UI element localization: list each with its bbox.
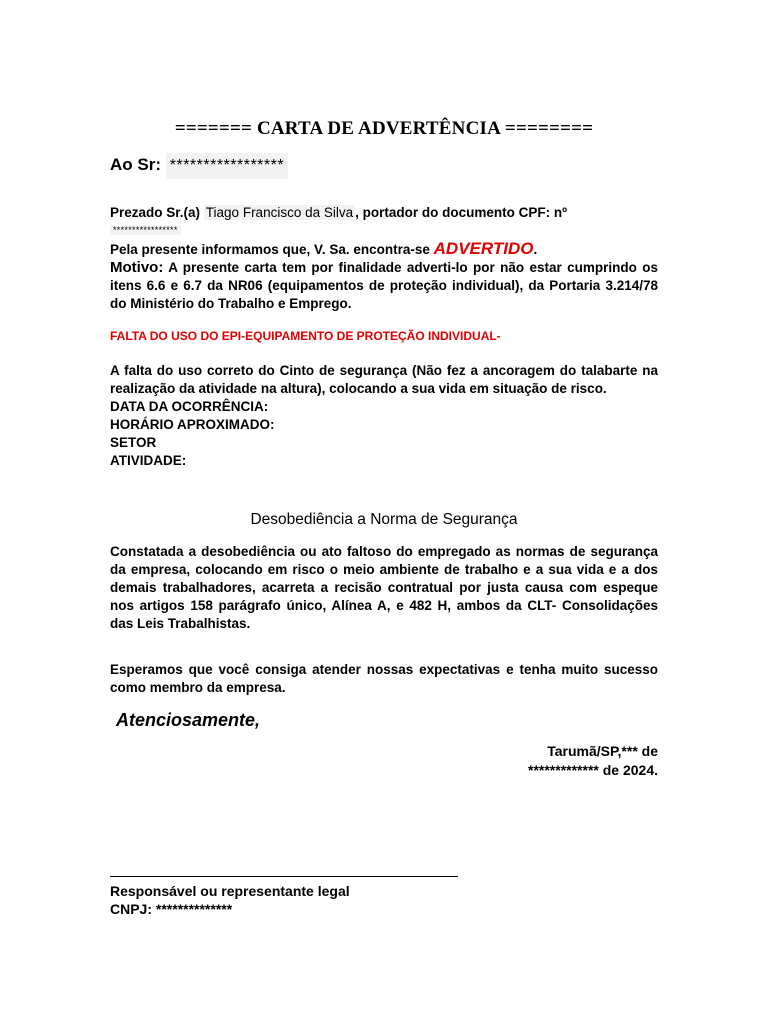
consequence-paragraph: Constatada a desobediência ou ato faltoso do empregado as normas de segurança da empresa, colocando em risco o meio ambiente de trabalho e a sua vida e a dos demais trabalhadores, acarreta a recisão contratual por justa causa com espeque nos artigos 158 parágrafo único, Alínea A, e 482 H, ambos da CLT- Consolidações das Leis Trabalhistas.	[110, 544, 658, 631]
document-text: , portador do documento CPF: nº	[355, 205, 568, 220]
section-subtitle: Desobediência a Norma de Segurança	[250, 511, 518, 528]
signature-role: Responsável ou representante legal	[110, 883, 350, 899]
sign-off: Atenciosamente,	[116, 710, 261, 730]
activity-field-label: ATIVIDADE:	[110, 453, 187, 468]
description-text: A falta do uso correto do Cinto de segurança (Não fez a ancoragem do talabarte na realização da atividade na altura), colocando a sua vida em situação de risco.	[110, 363, 658, 396]
signature-block	[110, 882, 658, 918]
violation-heading: FALTA DO USO DO EPI-EQUIPAMENTO DE PROTEÇÃO INDIVIDUAL-	[110, 329, 501, 343]
closing-paragraph: Esperamos que você consiga atender nossas expectativas e tenha muito sucesso como membro da empresa.	[110, 662, 658, 695]
signature-line	[110, 876, 458, 877]
greeting-label: Prezado Sr.(a)	[110, 205, 201, 220]
letter-title: ======= CARTA DE ADVERTÊNCIA ========	[174, 118, 594, 139]
date-block	[110, 742, 658, 780]
date-field-label: DATA DA OCORRÊNCIA:	[110, 399, 269, 414]
description-paragraph	[110, 362, 658, 470]
recipient-field[interactable]: *****************	[166, 153, 288, 179]
recipient-line	[110, 152, 658, 179]
cpf-field[interactable]: *****************	[110, 225, 181, 235]
status-word: ADVERTIDO	[433, 239, 534, 258]
date-line-2: ************* de 2024.	[528, 762, 658, 778]
motivo-text: A presente carta tem por finalidade adverti-lo por não estar cumprindo os itens 6.6 e 6.7 da NR06 (equipamentos de proteção individual), da Portaria 3.214/78 do Ministério do Trabalho e Emprego.	[110, 260, 658, 311]
employee-name-field[interactable]: Tiago Francisco da Silva	[205, 205, 354, 220]
notice-paragraph	[110, 240, 658, 313]
sector-field-label: SETOR	[110, 435, 157, 450]
notice-text: Pela presente informamos que, V. Sa. encontra-se	[110, 242, 430, 257]
date-line-1: Tarumã/SP,*** de	[547, 743, 658, 759]
greeting-paragraph	[110, 205, 658, 237]
recipient-label: Ao Sr:	[110, 155, 161, 174]
time-field-label: HORÁRIO APROXIMADO:	[110, 417, 275, 432]
cnpj-line: CNPJ: **************	[110, 901, 233, 917]
status-period: .	[533, 242, 538, 257]
motivo-label: Motivo:	[110, 259, 164, 276]
